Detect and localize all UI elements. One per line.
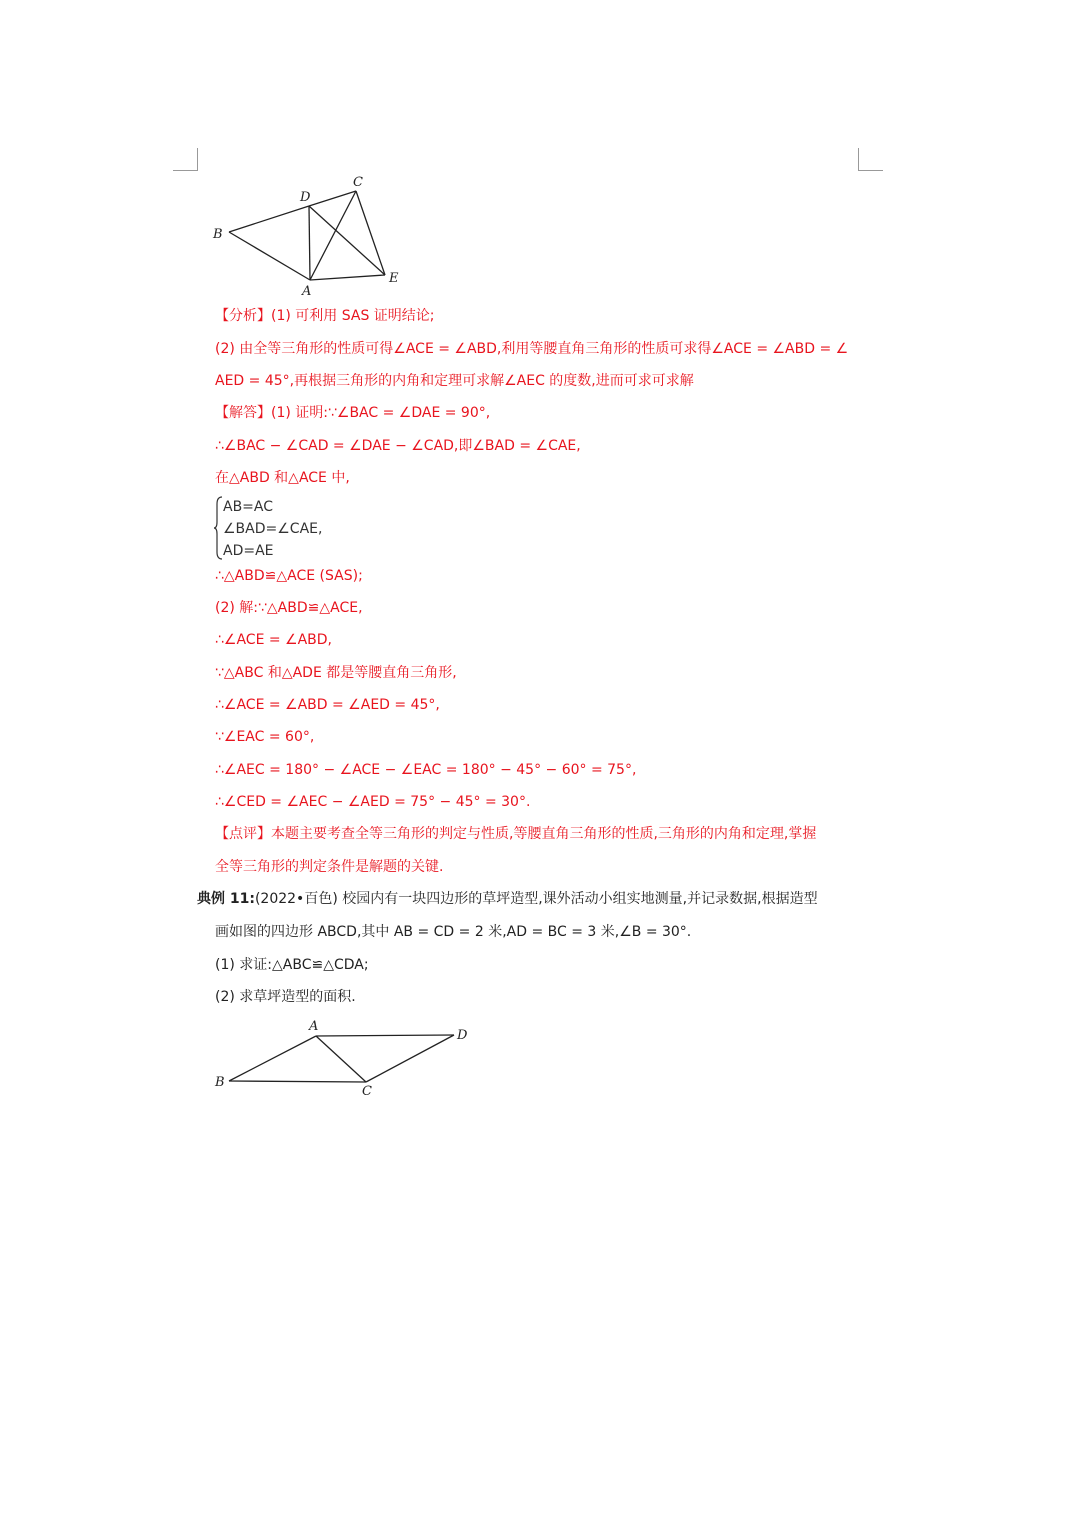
analysis-line-3: AED = 45°,再根据三角形的内角和定理可求解∠AEC 的度数,进而可求可求解 bbox=[215, 373, 694, 389]
crop-mark-top-right bbox=[858, 148, 883, 171]
analysis-line-2: (2) 由全等三角形的性质可得∠ACE = ∠ABD,利用等腰直角三角形的性质可求得∠ACE = ∠ABD = ∠ bbox=[215, 341, 849, 357]
example-11-text-1: (2022•百色) 校园内有一块四边形的草坪造型,课外活动小组实地测量,并记录数据,根据造型 bbox=[254, 891, 818, 907]
geometry-figure-1 bbox=[205, 172, 415, 300]
crop-mark-top-left bbox=[173, 148, 198, 171]
label-B: B bbox=[213, 227, 223, 242]
comment-line-2: 全等三角形的判定条件是解题的关键. bbox=[215, 859, 444, 875]
example-11-question-1: (1) 求证:△ABC≌△CDA; bbox=[215, 957, 369, 973]
label-B: B bbox=[215, 1075, 225, 1090]
answer-line-1: 【解答】(1) 证明:∵∠BAC = ∠DAE = 90°, bbox=[215, 405, 491, 421]
proof-step-2: 在△ABD 和△ACE 中, bbox=[215, 470, 350, 486]
proof-step-4: ∴∠ACE = ∠ABD, bbox=[215, 632, 333, 648]
system-brace bbox=[213, 496, 223, 560]
label-A: A bbox=[302, 284, 312, 299]
proof-step-1: ∴∠BAC − ∠CAD = ∠DAE − ∠CAD,即∠BAD = ∠CAE, bbox=[215, 438, 581, 454]
system-line-2: ∠BAD=∠CAE, bbox=[223, 521, 323, 537]
answer-line-2: (2) 解:∵△ABD≌△ACE, bbox=[215, 600, 363, 616]
comment-line-1: 【点评】本题主要考查全等三角形的判定与性质,等腰直角三角形的性质,三角形的内角和定理,掌握 bbox=[215, 826, 817, 842]
proof-step-3: ∴△ABD≌△ACE (SAS); bbox=[215, 568, 363, 584]
system-line-3: AD=AE bbox=[223, 543, 274, 559]
example-11-question-2: (2) 求草坪造型的面积. bbox=[215, 989, 356, 1005]
label-C: C bbox=[362, 1084, 372, 1097]
label-C: C bbox=[353, 175, 363, 190]
proof-step-7: ∵∠EAC = 60°, bbox=[215, 729, 315, 745]
label-D: D bbox=[300, 190, 311, 205]
proof-step-8: ∴∠AEC = 180° − ∠ACE − ∠EAC = 180° − 45° − 60° = 75°, bbox=[215, 762, 637, 778]
analysis-line-1: 【分析】(1) 可利用 SAS 证明结论; bbox=[215, 308, 435, 324]
geometry-figure-2 bbox=[205, 1015, 485, 1097]
label-E: E bbox=[389, 271, 399, 286]
proof-step-9: ∴∠CED = ∠AEC − ∠AED = 75° − 45° = 30°. bbox=[215, 794, 531, 810]
proof-step-5: ∵△ABC 和△ADE 都是等腰直角三角形, bbox=[215, 665, 457, 681]
system-line-1: AB=AC bbox=[223, 499, 274, 515]
example-11-label: 典例 11: bbox=[197, 891, 255, 907]
example-11-line-1 bbox=[197, 889, 818, 909]
label-D: D bbox=[457, 1028, 468, 1043]
proof-step-6: ∴∠ACE = ∠ABD = ∠AED = 45°, bbox=[215, 697, 440, 713]
example-11-line-2: 画如图的四边形 ABCD,其中 AB = CD = 2 米,AD = BC = 3 米,∠B = 30°. bbox=[215, 924, 692, 940]
label-A: A bbox=[309, 1019, 319, 1034]
